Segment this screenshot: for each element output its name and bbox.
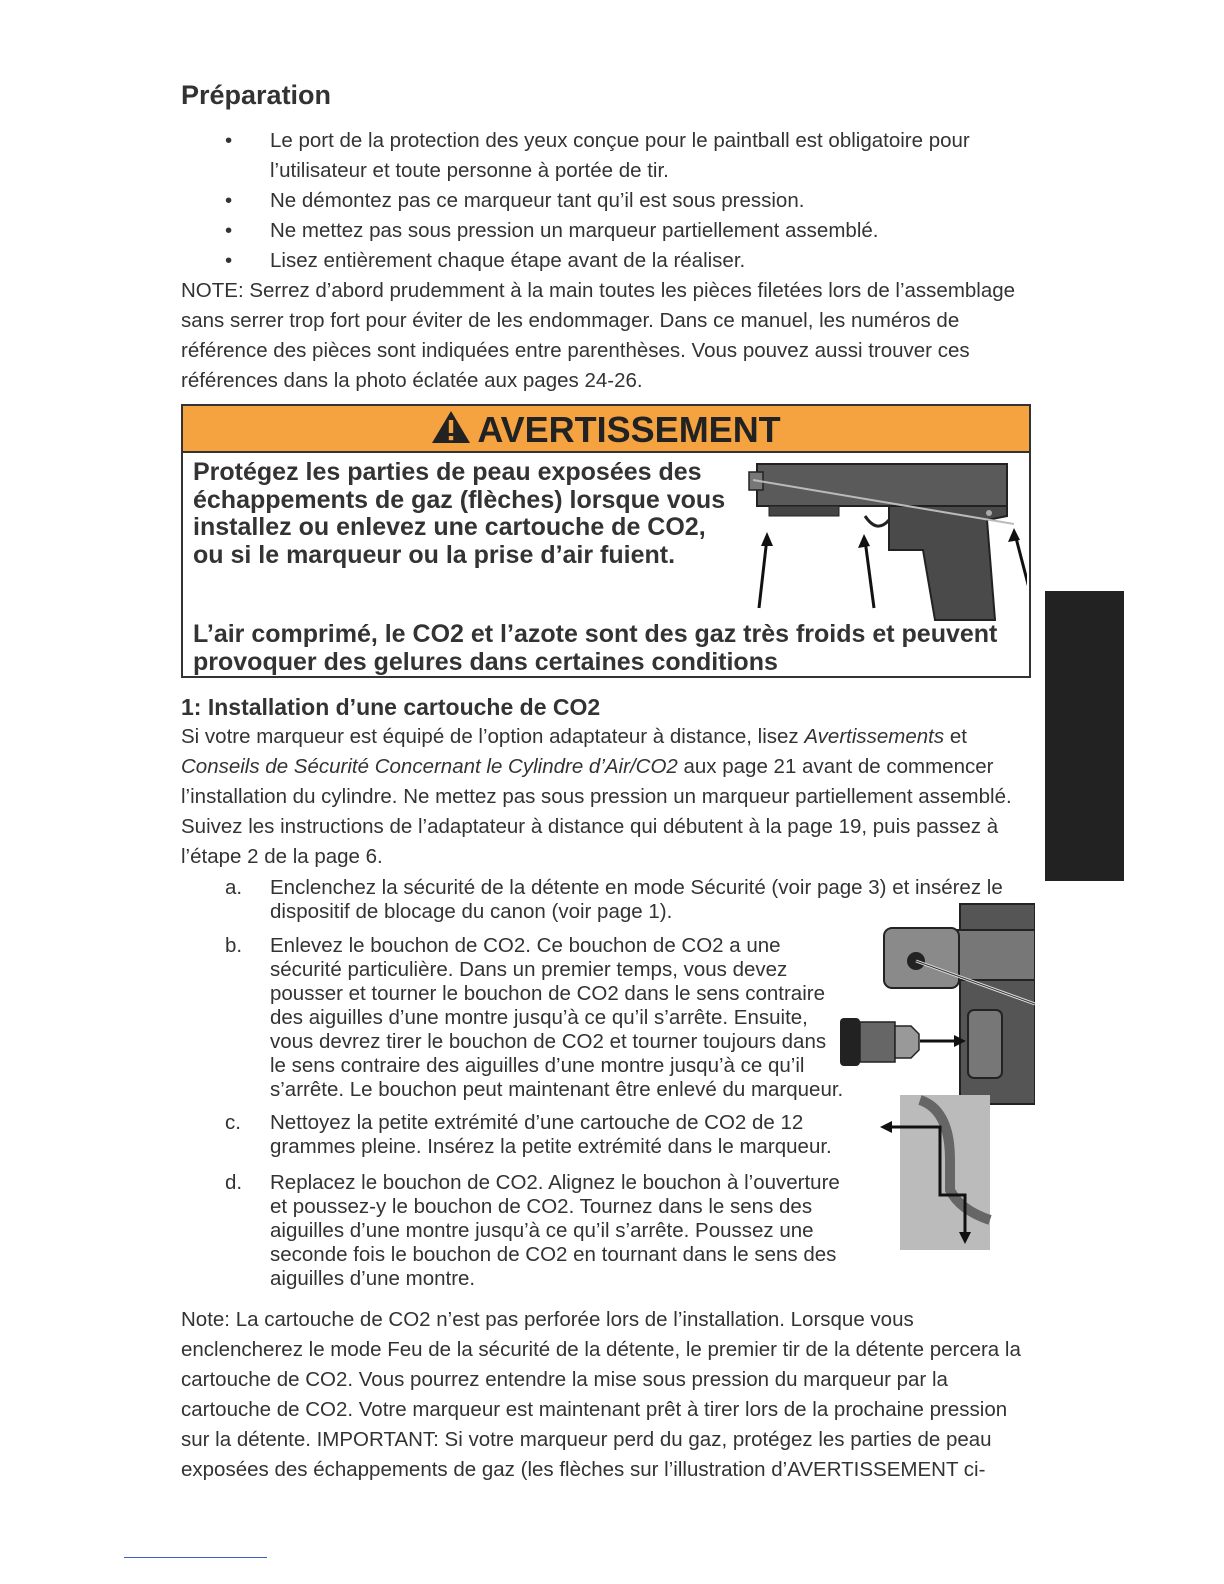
paintball-marker-illustration	[739, 458, 1027, 623]
step-letter: c.	[225, 1111, 241, 1134]
bullet-text: Le port de la protection des yeux conçue pour le paintball est obligatoire pour l’utilisateur et toute personne à portée de tir.	[270, 129, 970, 182]
step-letter: a.	[225, 876, 243, 899]
footer-rule	[124, 1557, 267, 1558]
warning-triangle-icon	[431, 408, 471, 456]
step-text: Enlevez le bouchon de CO2. Ce bouchon de CO2 a une sécurité particulière. Dans un premier temps, vous devez pousser et tourner le bouchon de CO2 dans le sens contraire des aiguilles d’une montre jusqu’à ce qu’il s’arrête. Ensuite, vous devrez tirer le bouchon de CO2 et tourner toujours dans le sens contraire des aiguilles d’une montre jusqu’à ce qu’il s’arrête. Le bouchon peut maintenant être enlevé du marqueur.	[270, 934, 844, 1101]
bullet-symbol: •	[225, 249, 233, 272]
installation-note: Note: La cartouche de CO2 n’est pas perforée lors de l’installation. Lorsque vous enclencherez le mode Feu de la sécurité de la détente, le premier tir de la détente percera la cartouche de CO2. Vous pourrez entendre la mise sous pression du marqueur par la cartouche de CO2. Votre marqueur est maintenant prêt à tirer lors de la prochaine pression sur la détente. IMPORTANT: Si votre marqueur perd du gaz, protégez les parties de peau exposées des échappements de gaz (les flèches sur l’illustration d’AVERTISSEMENT ci-	[181, 1308, 1021, 1481]
warning-header	[183, 406, 1029, 453]
warning-text-cold-gas: L’air comprimé, le CO2 et l’azote sont des gaz très froids et peuvent provoquer des gelures dans certaines conditions	[193, 620, 998, 676]
bullet-symbol: •	[225, 129, 233, 152]
bullet-text: Ne mettez pas sous pression un marqueur partiellement assemblé.	[270, 219, 879, 242]
bullet-symbol: •	[225, 189, 233, 212]
co2-cap-illustration	[840, 900, 1035, 1255]
preparation-note: NOTE: Serrez d’abord prudemment à la main toutes les pièces filetées lors de l’assemblage sans serrer trop fort pour éviter de les endommager. Dans ce manuel, les numéros de référence des pièces sont indiquées entre parenthèses. Vous pouvez aussi trouver ces références dans la photo éclatée aux pages 24-26.	[181, 279, 1016, 392]
intro-italic-safety-tips: Conseils de Sécurité Concernant le Cylindre d’Air/CO2	[181, 755, 678, 778]
list-item	[181, 186, 1041, 216]
intro-text: et	[944, 725, 967, 748]
list-item	[181, 216, 1041, 246]
installation-intro	[181, 722, 1041, 872]
warning-box	[181, 404, 1031, 678]
list-item	[181, 126, 1041, 186]
intro-text: aux page 21 avant de commencer l’installation du cylindre. Ne mettez pas sous pression un marqueur partiellement assemblé. Suivez les instructions de l’adaptateur à distance qui débutent à la page 19, puis passez à l’étape 2 de la page 6.	[181, 755, 1012, 868]
step-letter: b.	[225, 934, 243, 957]
side-tab	[1045, 591, 1124, 881]
warning-text-skin: Protégez les parties de peau exposées des échappements de gaz (flèches) lorsque vous installez ou enlevez une cartouche de CO2, ou si le marqueur ou la prise d’air fuient.	[193, 458, 726, 569]
list-item	[181, 246, 1041, 276]
intro-text: Si votre marqueur est équipé de l’option adaptateur à distance, lisez	[181, 725, 805, 748]
bullet-symbol: •	[225, 219, 233, 242]
warning-title: AVERTISSEMENT	[477, 409, 781, 450]
step-b	[181, 934, 846, 1102]
step-c	[181, 1111, 846, 1159]
step-text: Nettoyez la petite extrémité d’une cartouche de CO2 de 12 grammes pleine. Insérez la petite extrémité dans le marqueur.	[270, 1111, 832, 1158]
step-text: Replacez le bouchon de CO2. Alignez le bouchon à l’ouverture et poussez-y le bouchon de CO2. Tournez dans le sens des aiguilles d’une montre jusqu’à ce qu’il s’arrête. Poussez une seconde fois le bouchon de CO2 en tournant dans le sens des aiguilles d’une montre.	[270, 1171, 840, 1290]
bullet-text: Lisez entièrement chaque étape avant de la réaliser.	[270, 249, 746, 272]
step-text: Enclenchez la sécurité de la détente en mode Sécurité (voir page 3) et insérez le dispositif de blocage du canon (voir page 1).	[270, 876, 1003, 923]
preparation-bullet-list	[181, 126, 1041, 276]
intro-italic-warnings: Avertissements	[804, 725, 945, 748]
section-title-installation: 1: Installation d’une cartouche de CO2	[181, 694, 601, 720]
step-letter: d.	[225, 1171, 243, 1194]
section-title-preparation: Préparation	[181, 80, 332, 110]
bullet-text: Ne démontez pas ce marqueur tant qu’il est sous pression.	[270, 189, 805, 212]
step-d	[181, 1171, 846, 1291]
